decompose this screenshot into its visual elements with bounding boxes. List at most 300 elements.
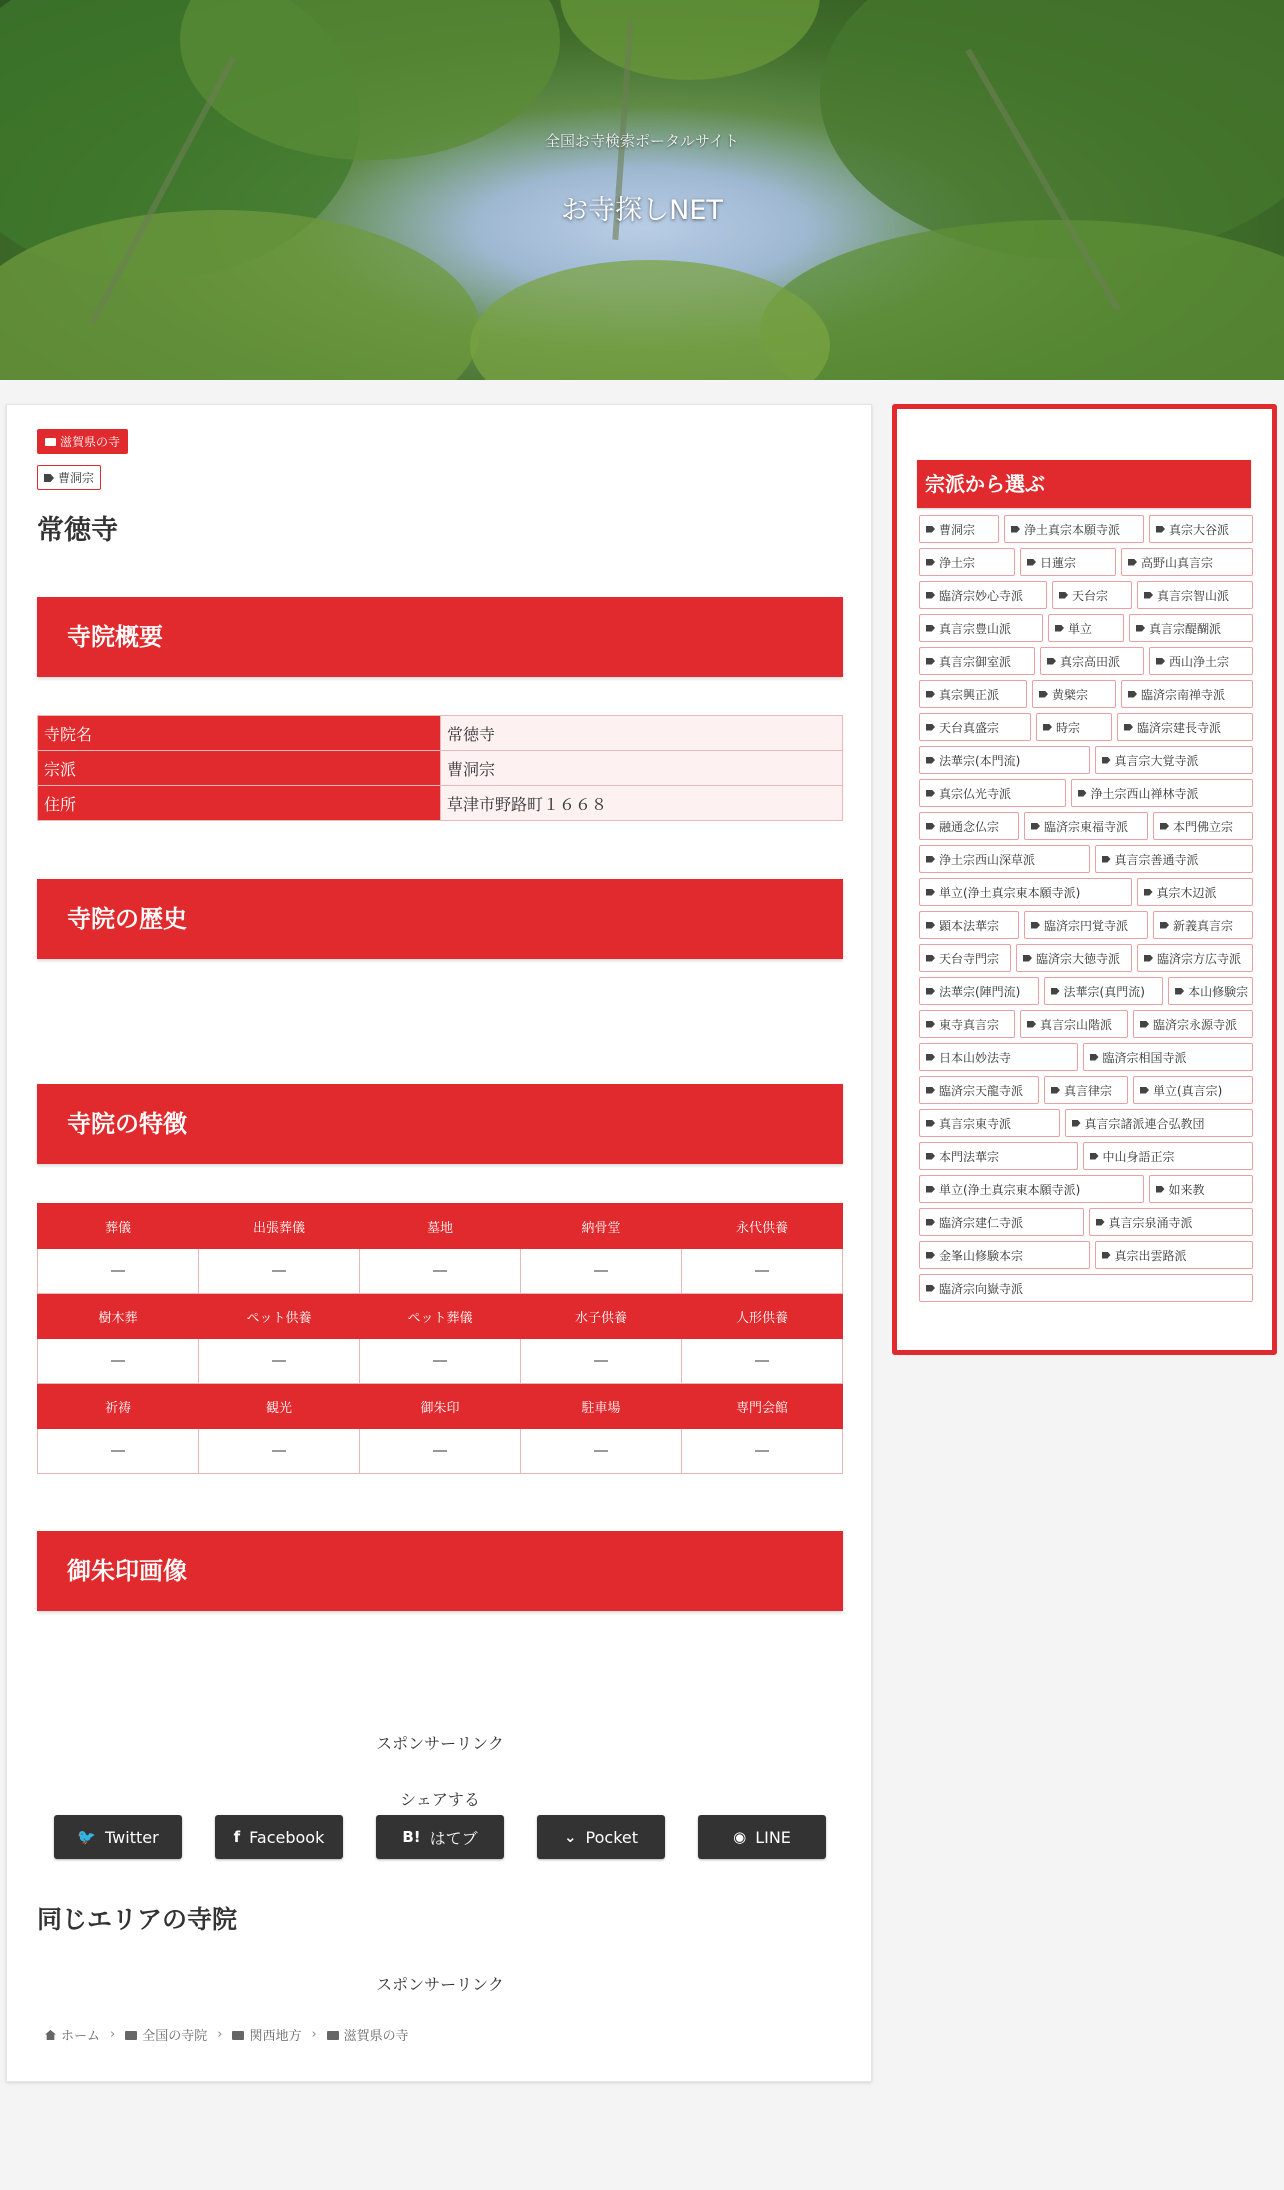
sect-tag-label: 臨済宗建仁寺派	[939, 1215, 1024, 1230]
sect-row	[919, 746, 1253, 774]
feature-header-row	[38, 1204, 843, 1249]
sect-row	[919, 944, 1253, 972]
sect-tag-label: 法華宗(本門流)	[939, 753, 1021, 768]
sect-tag-label: 本山修験宗	[1188, 984, 1249, 999]
sect-tag-label: 単立(浄土真宗東本願寺派)	[939, 885, 1081, 900]
sect-tag-link[interactable]	[1083, 1043, 1254, 1071]
tag-icon	[926, 1285, 935, 1292]
tag-icon	[1027, 1021, 1036, 1028]
sect-tag-link[interactable]	[919, 779, 1066, 807]
feature-header: 墓地	[360, 1204, 521, 1249]
sect-tag-label: 浄土真宗本願寺派	[1024, 522, 1121, 537]
tag-icon	[1102, 1252, 1111, 1259]
tag-icon	[1047, 658, 1056, 665]
sect-tag-label: 臨済宗向嶽寺派	[939, 1281, 1024, 1296]
feature-value: ―	[360, 1429, 521, 1474]
sect-tag-link[interactable]	[919, 581, 1047, 609]
sect-tag-link[interactable]	[1032, 680, 1116, 708]
sect-tag-label: 単立	[1068, 621, 1093, 636]
tag-icon	[926, 856, 935, 863]
sect-tag-label: 単立(浄土真宗東本願寺派)	[939, 1182, 1081, 1197]
sect-tag-label: 臨済宗東福寺派	[1044, 819, 1129, 834]
sect-tag-link[interactable]	[1024, 911, 1148, 939]
feature-header: 樹木葬	[38, 1294, 199, 1339]
sect-tag-link[interactable]	[919, 515, 999, 543]
tag-icon	[926, 625, 935, 632]
info-label: 寺院名	[38, 716, 441, 751]
sect-tag-label: 日蓮宗	[1040, 555, 1077, 570]
sect-tag-label: 融通念仏宗	[939, 819, 1000, 834]
tag-icon	[1124, 724, 1133, 731]
share-button-label: Facebook	[249, 1827, 325, 1847]
sect-tag-link[interactable]	[1137, 878, 1254, 906]
sect-tag-link[interactable]	[1149, 647, 1253, 675]
tag-icon	[926, 1153, 935, 1160]
tag-icon	[1156, 658, 1165, 665]
tag-icon	[926, 823, 935, 830]
home-icon	[45, 2030, 56, 2040]
feature-header: ペット供養	[199, 1294, 360, 1339]
feature-value: ―	[682, 1339, 843, 1384]
share-button-label: Pocket	[585, 1827, 639, 1847]
sect-row	[919, 1208, 1253, 1236]
share-line-button[interactable]	[698, 1815, 826, 1859]
sect-row	[919, 1142, 1253, 1170]
sect-tag-label: 真言宗山階派	[1040, 1017, 1113, 1032]
table-row	[38, 751, 843, 786]
tag-icon	[926, 724, 935, 731]
sidebar-sects	[892, 404, 1277, 1355]
tag-icon	[926, 691, 935, 698]
tag-icon	[1039, 691, 1048, 698]
sect-tag-link[interactable]	[1149, 1175, 1254, 1203]
sect-row	[919, 614, 1253, 642]
tag-icon	[1051, 988, 1060, 995]
sect-tag-link[interactable]	[1153, 911, 1253, 939]
sect-tag-link[interactable]	[919, 977, 1039, 1005]
sect-row	[919, 1274, 1253, 1302]
sect-row	[919, 1109, 1253, 1137]
twitter-icon: 🐦	[77, 1828, 97, 1846]
sect-row	[919, 1043, 1253, 1071]
breadcrumb	[45, 2025, 409, 2044]
feature-value: ―	[682, 1429, 843, 1474]
sect-tag-label: 臨済宗方広寺派	[1157, 951, 1242, 966]
tag-icon	[1011, 526, 1020, 533]
feature-value-row	[38, 1339, 843, 1384]
sect-tag-link[interactable]	[1048, 614, 1124, 642]
sect-tag-list	[919, 515, 1253, 1307]
sect-tag-link[interactable]	[1133, 1076, 1253, 1104]
feature-header-row	[38, 1384, 843, 1429]
folder-icon	[232, 2031, 244, 2040]
sect-tag-link[interactable]	[919, 1142, 1078, 1170]
tag-icon	[926, 1120, 935, 1127]
sect-row	[919, 581, 1253, 609]
breadcrumb-home[interactable]	[45, 2025, 100, 2044]
sect-tag-label: 臨済宗相国寺派	[1102, 1050, 1187, 1065]
sect-tag-link[interactable]	[1095, 845, 1254, 873]
sect-tag-link[interactable]	[919, 845, 1090, 873]
tag-icon	[1144, 592, 1153, 599]
category-label: 滋賀県の寺	[60, 435, 121, 449]
sect-tag-link[interactable]	[1153, 812, 1253, 840]
sect-tag-label: 真言宗御室派	[939, 654, 1012, 669]
tag-icon	[1102, 757, 1111, 764]
feature-value: ―	[199, 1249, 360, 1294]
sect-row	[919, 1241, 1253, 1269]
facebook-icon: f	[233, 1828, 241, 1846]
sect-tag-label: 真宗木辺派	[1156, 885, 1217, 900]
info-label: 住所	[38, 786, 441, 821]
tag-icon	[1156, 1186, 1165, 1193]
folder-icon	[125, 2031, 137, 2040]
tag-icon	[926, 1021, 935, 1028]
sponsor-label: スポンサーリンク	[376, 1734, 504, 1753]
sect-tag-link[interactable]	[1004, 515, 1144, 543]
tag-icon	[926, 559, 935, 566]
tag-icon	[1160, 922, 1169, 929]
sect-tag-label: 東寺真言宗	[939, 1017, 1000, 1032]
sect-tag-link[interactable]	[1121, 548, 1253, 576]
tag-icon	[1055, 625, 1064, 632]
tag-badge[interactable]	[37, 465, 101, 490]
tag-icon	[1175, 988, 1184, 995]
sect-tag-label: 真宗仏光寺派	[939, 786, 1012, 801]
sect-tag-link[interactable]	[1071, 779, 1254, 807]
hatena-icon: B!	[402, 1828, 421, 1846]
feature-header: 出張葬儀	[199, 1204, 360, 1249]
sect-tag-link[interactable]	[1044, 977, 1164, 1005]
sect-tag-label: 真宗大谷派	[1169, 522, 1230, 537]
sect-tag-label: 本門法華宗	[939, 1149, 1000, 1164]
category-badge[interactable]	[37, 429, 128, 454]
tag-icon	[926, 1252, 935, 1259]
pocket-icon: ⌄	[563, 1828, 577, 1846]
tag-icon	[926, 922, 935, 929]
sect-tag-link[interactable]	[1095, 746, 1254, 774]
sect-tag-label: 臨済宗円覚寺派	[1044, 918, 1129, 933]
tag-icon	[926, 1087, 935, 1094]
tag-icon	[1156, 526, 1165, 533]
sect-tag-link[interactable]	[919, 680, 1027, 708]
feature-header: 祈祷	[38, 1384, 199, 1429]
table-row	[38, 786, 843, 821]
share-hatena-button[interactable]	[376, 1815, 504, 1859]
sect-tag-label: 天台寺門宗	[939, 951, 1000, 966]
sect-tag-link[interactable]	[1040, 647, 1144, 675]
sect-row	[919, 713, 1253, 741]
table-row	[38, 716, 843, 751]
breadcrumb-label: ホーム	[61, 2029, 101, 2044]
sect-tag-link[interactable]	[1168, 977, 1253, 1005]
sect-tag-link[interactable]	[919, 1241, 1090, 1269]
feature-value: ―	[521, 1429, 682, 1474]
sect-row	[919, 845, 1253, 873]
info-label: 宗派	[38, 751, 441, 786]
sect-tag-link[interactable]	[919, 878, 1132, 906]
sect-tag-link[interactable]	[919, 944, 1011, 972]
tag-icon	[1096, 1219, 1105, 1226]
sect-tag-label: 中山身語正宗	[1102, 1149, 1175, 1164]
sect-tag-label: 真言宗大覚寺派	[1114, 753, 1199, 768]
feature-header: 納骨堂	[521, 1204, 682, 1249]
sect-tag-link[interactable]	[1065, 1109, 1254, 1137]
site-title[interactable]: お寺探しNET	[561, 195, 723, 226]
feature-header-row	[38, 1294, 843, 1339]
sect-tag-link[interactable]	[919, 1274, 1253, 1302]
feature-header: 駐車場	[521, 1384, 682, 1429]
feature-value: ―	[521, 1249, 682, 1294]
share-button-label: LINE	[755, 1827, 791, 1847]
sect-tag-link[interactable]	[1036, 713, 1112, 741]
sect-tag-label: 法華宗(陣門流)	[939, 984, 1021, 999]
breadcrumb-item[interactable]	[125, 2025, 207, 2044]
sect-tag-label: 真言宗諸派連合弘教団	[1084, 1116, 1205, 1131]
sect-tag-label: 真宗興正派	[939, 687, 1000, 702]
sect-tag-label: 真宗高田派	[1060, 654, 1121, 669]
tag-icon	[44, 474, 54, 482]
sect-tag-label: 本門佛立宗	[1173, 819, 1234, 834]
sect-tag-label: 曹洞宗	[939, 522, 976, 537]
site-tagline: 全国お寺検索ポータルサイト	[545, 132, 739, 150]
sect-tag-link[interactable]	[1083, 1142, 1254, 1170]
sect-tag-link[interactable]	[1129, 614, 1253, 642]
feature-header: 葬儀	[38, 1204, 199, 1249]
sect-tag-link[interactable]	[919, 812, 1019, 840]
sect-tag-label: 臨済宗建長寺派	[1137, 720, 1222, 735]
sect-tag-label: 真言宗智山派	[1157, 588, 1230, 603]
feature-value: ―	[360, 1339, 521, 1384]
sect-tag-label: 日本山妙法寺	[939, 1050, 1012, 1065]
feature-value: ―	[360, 1249, 521, 1294]
sect-row	[919, 779, 1253, 807]
tag-icon	[926, 889, 935, 896]
sect-tag-label: 真言宗東寺派	[939, 1116, 1012, 1131]
sect-tag-link[interactable]	[1149, 515, 1253, 543]
sect-tag-link[interactable]	[1089, 1208, 1254, 1236]
sect-row	[919, 977, 1253, 1005]
feature-header: 観光	[199, 1384, 360, 1429]
sect-tag-link[interactable]	[1044, 1076, 1128, 1104]
sect-tag-label: 西山浄土宗	[1169, 654, 1230, 669]
section-heading-history: 寺院の歴史	[37, 879, 843, 959]
tag-icon	[926, 1054, 935, 1061]
sect-tag-label: 真言宗豊山派	[939, 621, 1012, 636]
share-facebook-button[interactable]	[215, 1815, 343, 1859]
sect-tag-label: 天台宗	[1072, 588, 1109, 603]
tag-icon	[1031, 823, 1040, 830]
feature-header: ペット葬儀	[360, 1294, 521, 1339]
same-area-heading: 同じエリアの寺院	[37, 1905, 238, 1934]
temple-info-table	[37, 715, 843, 821]
sect-tag-link[interactable]	[1137, 944, 1253, 972]
breadcrumb-label: 全国の寺院	[142, 2029, 208, 2044]
tag-label: 曹洞宗	[58, 471, 95, 485]
sect-tag-link[interactable]	[919, 1109, 1060, 1137]
sect-tag-label: 臨済宗永源寺派	[1153, 1017, 1238, 1032]
info-value: 曹洞宗	[441, 751, 843, 786]
tag-icon	[1102, 856, 1111, 863]
sect-row	[919, 1175, 1253, 1203]
tag-icon	[1072, 1120, 1081, 1127]
feature-header: 人形供養	[682, 1294, 843, 1339]
feature-header: 永代供養	[682, 1204, 843, 1249]
sect-tag-link[interactable]	[919, 1175, 1144, 1203]
tag-icon	[1128, 559, 1137, 566]
feature-value: ―	[38, 1249, 199, 1294]
tag-icon	[1078, 790, 1087, 797]
sect-tag-link[interactable]	[1117, 713, 1253, 741]
sect-tag-link[interactable]	[1095, 1241, 1254, 1269]
sect-tag-label: 天台真盛宗	[939, 720, 1000, 735]
main-article	[6, 404, 872, 2082]
sect-row	[919, 1076, 1253, 1104]
sect-tag-link[interactable]	[1024, 812, 1148, 840]
tag-icon	[1031, 922, 1040, 929]
chevron-right-icon: ›	[311, 2027, 317, 2042]
tag-icon	[926, 526, 935, 533]
breadcrumb-label: 関西地方	[249, 2029, 302, 2044]
tag-icon	[926, 592, 935, 599]
feature-value: ―	[682, 1249, 843, 1294]
sect-row	[919, 878, 1253, 906]
sect-tag-link[interactable]	[1052, 581, 1132, 609]
tag-icon	[1144, 955, 1153, 962]
tag-icon	[1043, 724, 1052, 731]
tag-icon	[1160, 823, 1169, 830]
sect-tag-link[interactable]	[1020, 548, 1116, 576]
sect-tag-label: 法華宗(真門流)	[1063, 984, 1145, 999]
sect-tag-label: 如来教	[1168, 1182, 1205, 1197]
sect-tag-label: 新義真言宗	[1173, 918, 1234, 933]
sect-row	[919, 1010, 1253, 1038]
sect-tag-link[interactable]	[1137, 581, 1253, 609]
feature-value: ―	[199, 1339, 360, 1384]
sect-tag-label: 臨済宗南禅寺派	[1141, 687, 1226, 702]
sect-tag-label: 浄土宗西山禅林寺派	[1090, 786, 1199, 801]
tag-icon	[1144, 889, 1153, 896]
sect-row	[919, 812, 1253, 840]
feature-header: 御朱印	[360, 1384, 521, 1429]
tag-icon	[926, 955, 935, 962]
section-heading-goshuin: 御朱印画像	[37, 1531, 843, 1611]
sect-tag-link[interactable]	[919, 746, 1090, 774]
sect-tag-label: 真言宗泉涌寺派	[1108, 1215, 1193, 1230]
share-label: シェアする	[400, 1790, 480, 1809]
tag-icon	[926, 988, 935, 995]
sect-tag-link[interactable]	[919, 1076, 1039, 1104]
sect-tag-link[interactable]	[1020, 1010, 1128, 1038]
sect-tag-link[interactable]	[1016, 944, 1132, 972]
info-value: 常徳寺	[441, 716, 843, 751]
sect-tag-label: 高野山真言宗	[1141, 555, 1214, 570]
tag-icon	[1059, 592, 1068, 599]
sidebar-title: 宗派から選ぶ	[917, 460, 1251, 508]
tag-icon	[1051, 1087, 1060, 1094]
sect-tag-label: 真言宗善通寺派	[1114, 852, 1199, 867]
sect-tag-link[interactable]	[1121, 680, 1253, 708]
tag-icon	[926, 1219, 935, 1226]
tag-icon	[1090, 1054, 1099, 1061]
info-value: 草津市野路町１６６８	[441, 786, 843, 821]
sect-tag-link[interactable]	[919, 614, 1043, 642]
sect-tag-label: 真宗出雲路派	[1114, 1248, 1187, 1263]
sect-tag-label: 真言宗醍醐派	[1149, 621, 1222, 636]
tag-icon	[926, 1186, 935, 1193]
sect-tag-link[interactable]	[919, 548, 1015, 576]
sect-tag-link[interactable]	[919, 1043, 1078, 1071]
sect-tag-label: 臨済宗大徳寺派	[1036, 951, 1121, 966]
chevron-right-icon: ›	[110, 2027, 116, 2042]
share-twitter-button[interactable]	[54, 1815, 182, 1859]
sect-tag-link[interactable]	[919, 1208, 1084, 1236]
sect-tag-label: 真言律宗	[1064, 1083, 1113, 1098]
sect-row	[919, 548, 1253, 576]
feature-header: 専門会館	[682, 1384, 843, 1429]
sect-tag-label: 浄土宗	[939, 555, 976, 570]
page-title: 常徳寺	[37, 515, 118, 546]
sect-tag-label: 浄土宗西山深草派	[939, 852, 1036, 867]
sect-tag-link[interactable]	[919, 647, 1035, 675]
tag-icon	[926, 658, 935, 665]
tag-icon	[1027, 559, 1036, 566]
breadcrumb-item[interactable]	[327, 2025, 409, 2044]
sect-tag-label: 時宗	[1056, 720, 1081, 735]
folder-icon	[45, 438, 56, 446]
sect-tag-label: 臨済宗天龍寺派	[939, 1083, 1024, 1098]
share-pocket-button[interactable]	[537, 1815, 665, 1859]
feature-value-row	[38, 1429, 843, 1474]
sect-row	[919, 647, 1253, 675]
chevron-right-icon: ›	[217, 2027, 223, 2042]
sect-tag-link[interactable]	[919, 1010, 1015, 1038]
tag-icon	[926, 790, 935, 797]
share-button-label: Twitter	[105, 1827, 159, 1847]
sect-row	[919, 911, 1253, 939]
sect-tag-label: 金峯山修験本宗	[939, 1248, 1024, 1263]
site-header	[0, 0, 1284, 380]
breadcrumb-label: 滋賀県の寺	[343, 2029, 409, 2044]
tag-icon	[1140, 1087, 1149, 1094]
share-button-label: はてブ	[429, 1828, 478, 1848]
tag-icon	[1090, 1153, 1099, 1160]
feature-value: ―	[199, 1429, 360, 1474]
sect-tag-link[interactable]	[1133, 1010, 1253, 1038]
folder-icon	[327, 2031, 339, 2040]
features-table	[37, 1203, 843, 1474]
tag-icon	[1136, 625, 1145, 632]
sect-row	[919, 515, 1253, 543]
section-heading-overview: 寺院概要	[37, 597, 843, 677]
sect-tag-label: 単立(真言宗)	[1153, 1083, 1223, 1098]
sect-tag-label: 黄檗宗	[1052, 687, 1089, 702]
tag-icon	[1023, 955, 1032, 962]
sect-tag-link[interactable]	[919, 713, 1031, 741]
feature-value: ―	[521, 1339, 682, 1384]
sect-tag-label: 顕本法華宗	[939, 918, 1000, 933]
tag-icon	[926, 757, 935, 764]
feature-value: ―	[38, 1429, 199, 1474]
feature-value-row	[38, 1249, 843, 1294]
sect-tag-link[interactable]	[919, 911, 1019, 939]
tag-icon	[1140, 1021, 1149, 1028]
tag-icon	[1128, 691, 1137, 698]
breadcrumb-item[interactable]	[232, 2025, 301, 2044]
sponsor-label-bottom: スポンサーリンク	[376, 1975, 504, 1994]
feature-value: ―	[38, 1339, 199, 1384]
feature-header: 水子供養	[521, 1294, 682, 1339]
